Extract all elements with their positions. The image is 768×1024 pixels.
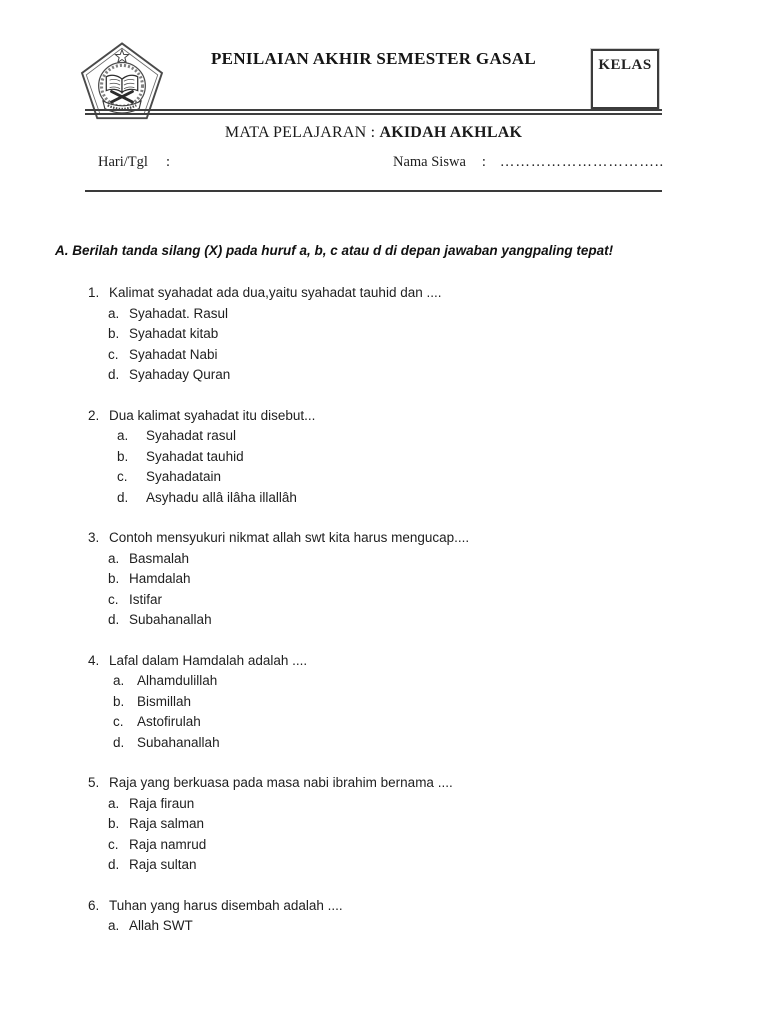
date-separator: :	[165, 154, 170, 170]
option-text: Alhamdulillah	[137, 673, 218, 688]
question-option	[88, 324, 708, 345]
subject-line	[85, 124, 662, 142]
header-single-rule	[85, 190, 662, 192]
class-box	[591, 49, 659, 109]
option-letter: d.	[108, 367, 120, 382]
header-double-rule	[85, 109, 662, 115]
option-text: Subahanallah	[129, 612, 212, 627]
option-text: Bismillah	[137, 693, 192, 709]
question-option	[88, 610, 708, 631]
option-letter: c.	[108, 346, 119, 362]
question-option	[88, 345, 708, 366]
question-text: Dua kalimat syahadat itu disebut...	[109, 407, 316, 423]
option-letter: d.	[113, 734, 125, 750]
question	[88, 283, 708, 386]
option-text: Raja sultan	[129, 857, 197, 872]
question-number: 6.	[88, 897, 100, 913]
option-text: Raja firaun	[129, 795, 195, 811]
question-option	[88, 794, 708, 815]
option-letter: c.	[117, 469, 128, 484]
question-text: Lafal dalam Hamdalah adalah ....	[109, 652, 308, 668]
question-text: Kalimat syahadat ada dua,yaitu syahadat tauhid dan ....	[109, 285, 442, 300]
question-line	[88, 283, 708, 304]
option-text: Syahaday Quran	[129, 367, 231, 382]
question	[88, 773, 708, 876]
option-text: Syahadat Nabi	[129, 346, 218, 362]
option-letter: d.	[108, 857, 120, 872]
question-options	[88, 549, 708, 631]
question-option	[88, 671, 708, 692]
option-text: Istifar	[129, 591, 163, 607]
option-text: Raja salman	[129, 816, 205, 831]
questions-list	[88, 283, 708, 957]
option-letter: a.	[108, 550, 120, 566]
question-options	[88, 426, 708, 508]
question-line	[88, 406, 708, 427]
option-letter: c.	[108, 836, 119, 852]
question-option	[88, 304, 708, 325]
question-text: Tuhan yang harus disembah adalah ....	[109, 897, 343, 913]
question-option	[88, 569, 708, 590]
question-option	[88, 855, 708, 876]
option-letter: c.	[113, 714, 124, 729]
question	[88, 896, 708, 937]
question-text: Contoh mensyukuri nikmat allah swt kita harus mengucap....	[109, 530, 470, 545]
option-text: Subahanallah	[137, 734, 220, 750]
question-option	[88, 365, 708, 386]
question-line	[88, 528, 708, 549]
option-letter: b.	[108, 816, 120, 831]
option-letter: a.	[117, 428, 129, 443]
option-text: Asyhadu allâ ilâha illallâh	[146, 489, 297, 505]
question-number: 5.	[88, 775, 100, 790]
option-letter: a.	[108, 918, 120, 933]
question-line	[88, 896, 708, 917]
question-option	[88, 733, 708, 754]
date-label: Hari/Tgl	[98, 154, 148, 170]
option-letter: b.	[113, 693, 125, 709]
option-letter: a.	[113, 673, 125, 688]
question-option	[88, 835, 708, 856]
question-options	[88, 794, 708, 876]
question	[88, 406, 708, 509]
question-option	[88, 814, 708, 835]
option-letter: b.	[117, 448, 129, 464]
question-options	[88, 671, 708, 753]
question-option	[88, 712, 708, 733]
option-letter: b.	[108, 326, 120, 341]
question-option	[88, 549, 708, 570]
option-letter: b.	[108, 571, 120, 586]
question	[88, 528, 708, 631]
question-option	[88, 467, 708, 488]
option-text: Allah SWT	[129, 918, 193, 933]
option-text: Syahadatain	[146, 469, 222, 484]
option-letter: d.	[117, 489, 129, 505]
option-text: Basmalah	[129, 550, 190, 566]
option-text: Astofirulah	[137, 714, 201, 729]
option-letter: a.	[108, 305, 120, 321]
option-text: Hamdalah	[129, 571, 191, 586]
question-options	[88, 304, 708, 386]
option-text: Raja namrud	[129, 836, 207, 852]
question-option	[88, 447, 708, 468]
question-option	[88, 916, 708, 937]
question-number: 3.	[88, 530, 100, 545]
question	[88, 651, 708, 754]
student-name-label: Nama Siswa	[393, 154, 466, 170]
student-name-blank: …………………………..	[499, 154, 665, 170]
question-options	[88, 916, 708, 937]
option-letter: d.	[108, 612, 120, 627]
subject-value: AKIDAH AKHLAK	[379, 124, 523, 141]
subject-label: MATA PELAJARAN :	[224, 124, 376, 141]
question-option	[88, 692, 708, 713]
question-number: 1.	[88, 285, 100, 300]
page-title: PENILAIAN AKHIR SEMESTER GASAL	[211, 49, 536, 68]
section-a-instruction: A. Berilah tanda silang (X) pada huruf a, b, c atau d di depan jawaban yangpaling tepat!	[55, 243, 614, 258]
question-number: 4.	[88, 652, 100, 668]
student-name-field	[393, 154, 664, 171]
question-option	[88, 488, 708, 509]
question-option	[88, 590, 708, 611]
question-line	[88, 773, 708, 794]
class-box-label: KELAS	[598, 57, 652, 73]
question-option	[88, 426, 708, 447]
option-text: Syahadat. Rasul	[129, 305, 229, 321]
option-text: Syahadat rasul	[146, 428, 237, 443]
option-letter: a.	[108, 795, 120, 811]
question-text: Raja yang berkuasa pada masa nabi ibrahim bernama ....	[109, 775, 453, 790]
option-text: Syahadat kitab	[129, 326, 219, 341]
option-text: Syahadat tauhid	[146, 448, 244, 464]
option-letter: c.	[108, 591, 119, 607]
date-field	[98, 154, 170, 171]
student-name-separator: :	[481, 154, 486, 170]
question-line	[88, 651, 708, 672]
question-number: 2.	[88, 407, 100, 423]
